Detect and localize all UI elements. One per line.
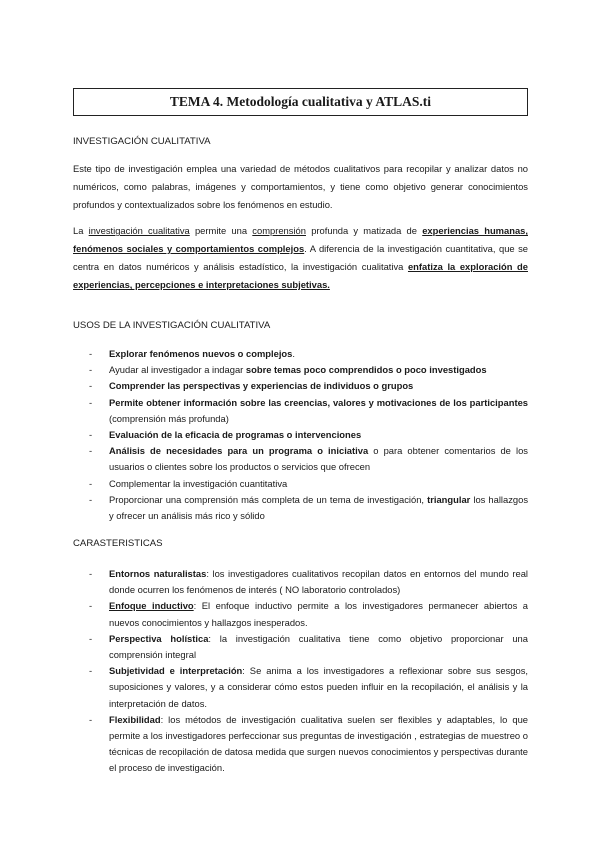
list-item: - Flexibilidad: los métodos de investigación cualitativa suelen ser flexibles y adaptables, lo que permite a los investigadores perfeccionar sus preguntas de investigación , estrategias de muestreo o técnicas de recopilación de datosa medida que surgen nuevos conocimientos y perspectivas durante el proceso de investigación. <box>89 713 529 774</box>
para2-text-7: . A diferencia de la investigación cuantitativa, que se centra en datos numéricos y análisis estadístico, la investigación cualitativa <box>73 243 529 272</box>
caracteristicas-list <box>73 566 528 777</box>
paragraph-intro: Este tipo de investigación emplea una variedad de métodos cualitativos para recopilar y analizar datos no numéricos, como palabras, imágenes y comportamientos, y tiene como objetivo generar conocimientos profundos y contextualizados sobre los fenómenos en estudio. <box>73 163 528 210</box>
paragraph-definition <box>73 222 528 294</box>
list-item: - Comprender las perspectivas y experiencias de individuos o grupos <box>89 380 414 392</box>
para2-text-5: profunda y matizada de <box>305 225 423 236</box>
page-title: TEMA 4. Metodología cualitativa y ATLAS.ti <box>169 94 432 109</box>
para2-experiencias: experiencias humanas, fenómenos sociales y comportamientos complejos <box>73 225 528 254</box>
list-item: - Evaluación de la eficacia de programas o intervenciones <box>89 429 362 441</box>
list-item: - Perspectiva holística: la investigación cualitativa tiene como objetivo proporcionar una comprensión integral <box>89 632 528 661</box>
section-heading-investigacion-cualitativa: INVESTIGACIÓN CUALITATIVA <box>73 136 211 147</box>
list-item: - Proporcionar una comprensión más completa de un tema de investigación, triangular los hallazgos y ofrecer un análisis más rico y sólido <box>89 493 529 522</box>
list-item: - Análisis de necesidades para un programa o iniciativa o para obtener comentarios de los usuarios o clientes sobre los productos o servicios que ofrecen <box>89 445 528 473</box>
list-item: - Permite obtener información sobre las creencias, valores y motivaciones de los participantes (comprensión más profunda) <box>89 396 528 424</box>
list-item: - Enfoque inductivo: El enfoque inductivo permite a los investigadores permanecer abiertos a nuevos conocimientos y hallazgos inesperados. <box>89 600 528 628</box>
section-heading-usos: USOS DE LA INVESTIGACIÓN CUALITATIVA <box>73 320 271 331</box>
list-item: - Subjetividad e interpretación: Se anima a los investigadores a reflexionar sobre sus sesgos, suposiciones y valores, y a considerar cómo estos pueden influir en la recopilación, el análisis y la interpretación de datos. <box>89 665 528 709</box>
usos-list <box>73 346 528 524</box>
list-item: - Ayudar al investigador a indagar sobre temas poco comprendidos o poco investigados <box>89 364 487 376</box>
para2-text-3: permite una <box>189 225 253 236</box>
list-item: - Complementar la investigación cuantitativa <box>89 477 288 489</box>
title-box <box>73 88 528 116</box>
para2-comprension: comprensión <box>252 225 306 236</box>
para2-enfatiza: enfatiza la exploración de experiencias, percepciones e interpretaciones subjetivas. <box>73 261 528 290</box>
list-item: - Explorar fenómenos nuevos o complejos. <box>89 348 295 359</box>
section-heading-caracteristicas: CARASTERISTICAS <box>73 538 163 549</box>
para2-link-investigacion: investigación cualitativa <box>88 225 190 236</box>
para2-text-1: La <box>73 225 89 236</box>
list-item: - Entornos naturalistas: los investigadores cualitativos recopilan datos en entornos del mundo real donde ocurren los fenómenos de interés ( NO laboratorio controlados) <box>89 568 528 596</box>
